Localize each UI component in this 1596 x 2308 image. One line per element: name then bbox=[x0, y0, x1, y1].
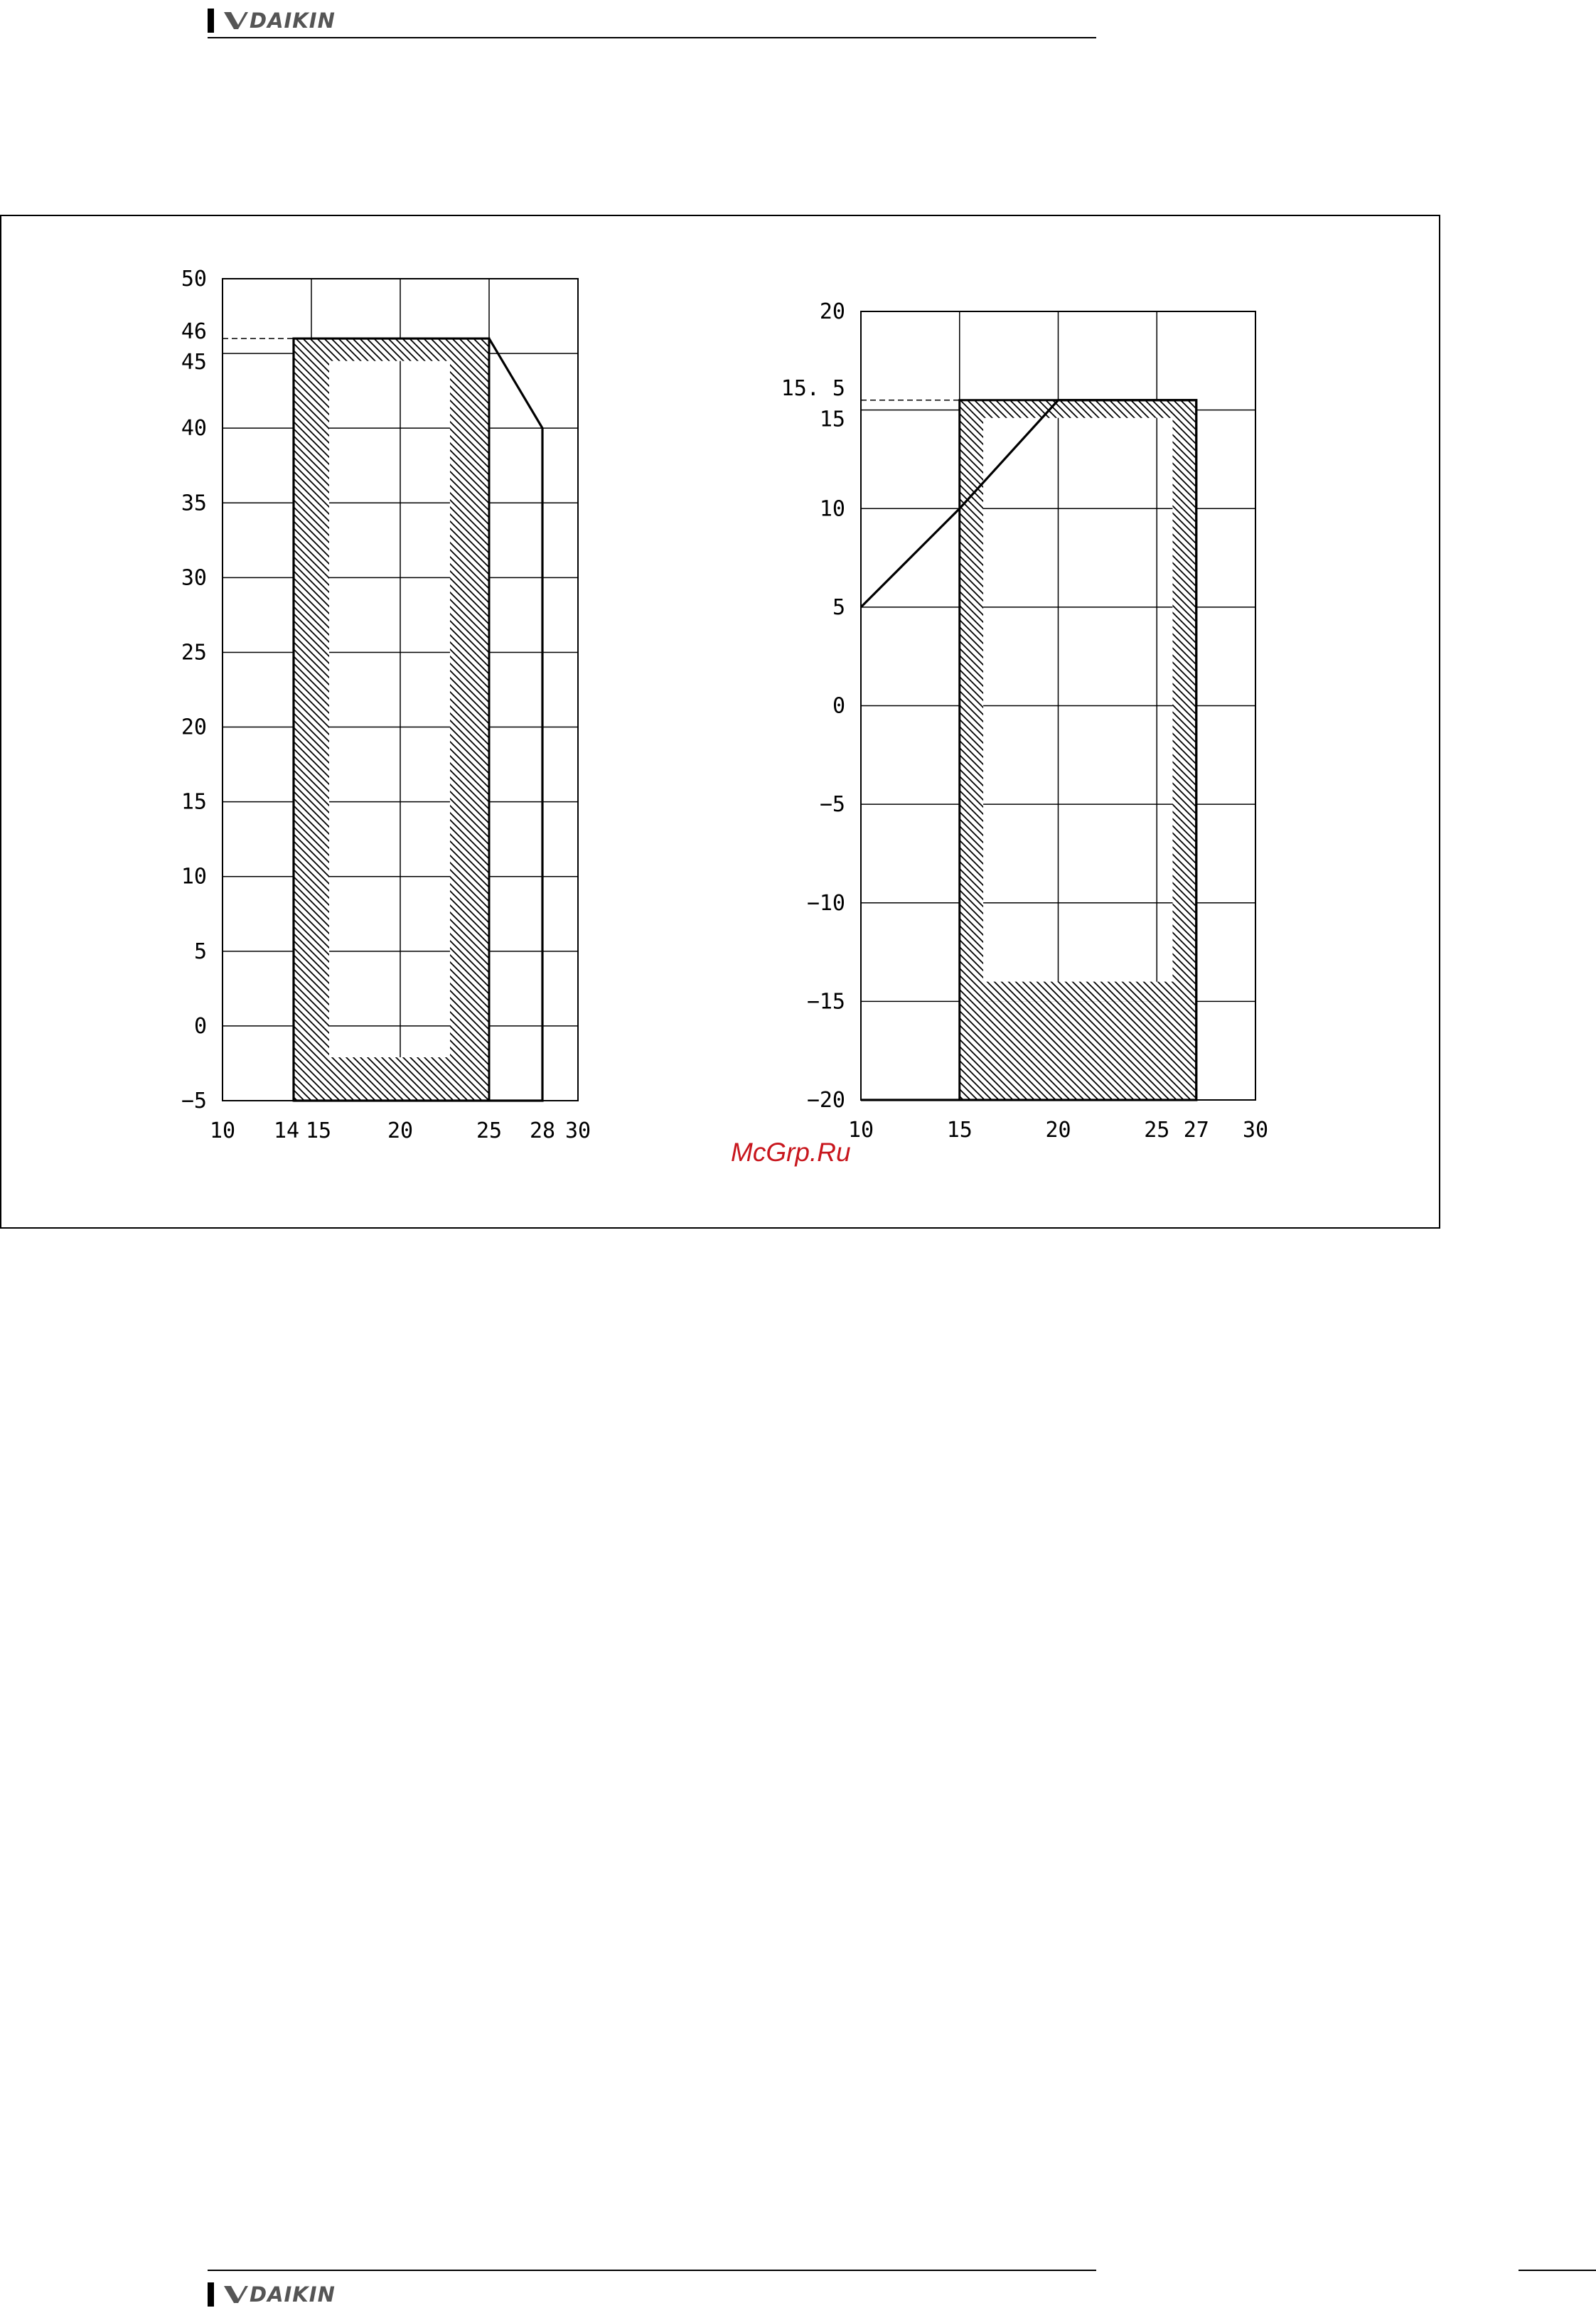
y-tick-label: −20 bbox=[806, 1088, 845, 1113]
y-tick-label: 30 bbox=[181, 565, 207, 591]
daikin-mark-icon bbox=[224, 11, 248, 31]
watermark-text: McGrp.Ru bbox=[731, 1138, 851, 1167]
y-tick-label: −15 bbox=[806, 989, 845, 1015]
x-tick-label: 25 bbox=[1144, 1118, 1170, 1143]
x-tick-label: 15 bbox=[305, 1118, 332, 1143]
x-tick-label: 25 bbox=[476, 1118, 503, 1143]
y-tick-label: 20 bbox=[819, 299, 845, 324]
page-footer bbox=[208, 2270, 1096, 2307]
y-tick-label: 15 bbox=[819, 407, 845, 432]
x-tick-label: 30 bbox=[1242, 1118, 1269, 1143]
y-tick-label: 10 bbox=[181, 864, 207, 889]
brand-name: DAIKIN bbox=[250, 9, 336, 33]
y-tick-label: −5 bbox=[181, 1089, 207, 1113]
logo-bar bbox=[208, 9, 214, 33]
daikin-mark-icon bbox=[224, 2285, 248, 2304]
x-tick-label: 20 bbox=[387, 1118, 414, 1143]
y-tick-label: 5 bbox=[832, 594, 845, 620]
y-tick-label: 25 bbox=[181, 640, 207, 666]
grid bbox=[223, 279, 578, 1101]
y-tick-label: −10 bbox=[806, 890, 845, 916]
y-tick-label: −5 bbox=[819, 792, 845, 818]
x-tick-label: 28 bbox=[529, 1118, 556, 1143]
y-tick-label: 15 bbox=[181, 789, 207, 815]
x-tick-label: 10 bbox=[847, 1118, 874, 1143]
y-tick-label: 35 bbox=[181, 491, 207, 516]
x-tick-label: 20 bbox=[1045, 1118, 1071, 1143]
x-tick-label: 14 bbox=[273, 1118, 300, 1143]
y-tick-label: 50 bbox=[181, 267, 207, 292]
x-tick-label: 10 bbox=[209, 1118, 236, 1143]
logo-bar bbox=[208, 2282, 214, 2307]
daikin-logo bbox=[208, 7, 336, 34]
daikin-logo-footer bbox=[208, 2281, 336, 2308]
hatched-band bbox=[294, 338, 489, 1101]
page-header bbox=[208, 7, 1096, 38]
y-tick-label: 46 bbox=[181, 319, 207, 345]
footer-rule-right bbox=[1519, 2270, 1596, 2271]
y-tick-label: 0 bbox=[193, 1013, 207, 1039]
hatched-bar bbox=[983, 982, 1172, 1002]
y-tick-label: 40 bbox=[181, 416, 207, 442]
y-tick-label: 10 bbox=[819, 496, 845, 522]
y-tick-label: 5 bbox=[193, 939, 207, 964]
y-tick-label: 0 bbox=[832, 693, 845, 719]
chart-cooling-range bbox=[156, 263, 611, 1166]
x-tick-label: 27 bbox=[1183, 1118, 1209, 1143]
x-tick-label: 30 bbox=[564, 1118, 591, 1143]
brand-name: DAIKIN bbox=[250, 2282, 336, 2307]
y-tick-label: 15. 5 bbox=[781, 375, 845, 401]
chart-heating-range bbox=[754, 293, 1294, 1153]
y-tick-label: 45 bbox=[181, 350, 207, 375]
y-tick-label: 20 bbox=[181, 715, 207, 740]
x-tick-label: 15 bbox=[946, 1118, 973, 1143]
operating-range-outline bbox=[294, 338, 542, 1101]
